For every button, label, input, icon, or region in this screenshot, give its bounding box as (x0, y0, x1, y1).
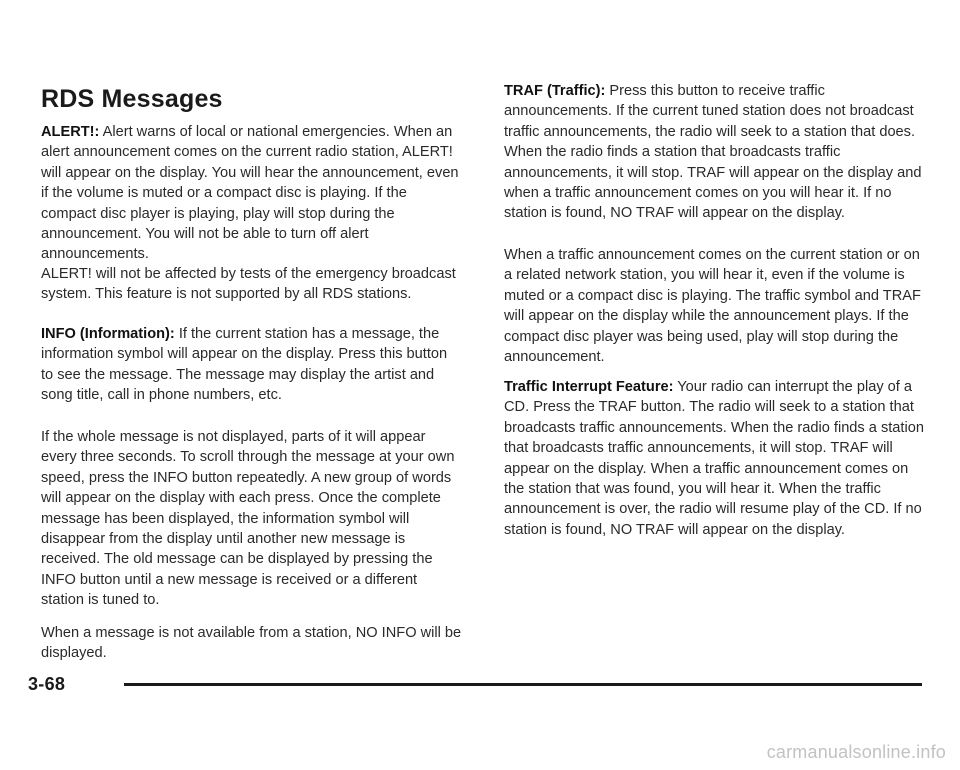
traffic-interrupt-text: Your radio can interrupt the play of a CD. Press the TRAF button. The radio will seek to a station that broadcasts traffic announcements. When the radio finds a station that broadcasts traffic announcements, it will stop. TRAF will appear on the display. When a traffic announcement comes on the station that was found, you will hear it. When the traffic announcement is over, the radio will resume play of the CD. If no station is found, NO TRAF will appear on the display. (504, 379, 924, 538)
section-heading: RDS Messages (41, 85, 223, 113)
info-scroll-paragraph: If the whole message is not displayed, parts of it will appear every three seconds. To scroll through the message at your own speed, press the INFO button repeatedly. A new group of words will appear on the display with each press. Once the complete message has been displayed, the information symbol will disappear from the display until another new message is received. The old message can be displayed by pressing the INFO button until a new message is received or a different station is tuned to. (41, 429, 455, 609)
alert-paragraph (41, 122, 463, 265)
traf-paragraph (504, 81, 929, 224)
traf-announce-paragraph: When a traffic announcement comes on the current station or on a related network station, you will hear it, even if the volume is muted or a compact disc is playing. The traffic symbol and TRAF will appear on the display while the announcement plays. If the compact disc player was being used, play will stop during the announcement. (504, 247, 921, 366)
info-term: INFO (Information): (41, 326, 175, 342)
alert-term: ALERT!: (41, 124, 100, 140)
traffic-interrupt-term: Traffic Interrupt Feature: (504, 379, 674, 395)
info-text: If the current station has a message, the information symbol will appear on the display. Press this button to see the message. The message may display the artist and song title, call in phone numbers, etc. (41, 326, 448, 404)
traf-text: Press this button to receive traffic announcements. If the current tuned station does not broadcast traffic announcements, the radio will seek to a station that does. When the radio finds a station that broadcasts traffic announcements, it will stop. TRAF will appear on the display and when a traffic announcement comes on you will hear it. If no station is found, NO TRAF will appear on the display. (504, 83, 922, 222)
traf-term: TRAF (Traffic): (504, 83, 606, 99)
alert-note-paragraph: ALERT! will not be affected by tests of the emergency broadcast system. This feature is not supported by all RDS stations. (41, 266, 456, 303)
footer-divider (124, 683, 922, 686)
page-number: 3-68 (28, 674, 66, 694)
traffic-interrupt-paragraph (504, 377, 929, 540)
info-paragraph (41, 324, 463, 406)
info-none-paragraph: When a message is not available from a station, NO INFO will be displayed. (41, 625, 462, 662)
alert-text: Alert warns of local or national emergencies. When an alert announcement comes on the current radio station, ALERT! will appear on the display. You will hear the announcement, even if the volume is muted or a compact disc is playing. If the compact disc player is playing, play will stop during the announcement. You will not be able to turn off alert announcements. (41, 124, 459, 263)
site-watermark: carmanualsonline.info (766, 742, 946, 762)
